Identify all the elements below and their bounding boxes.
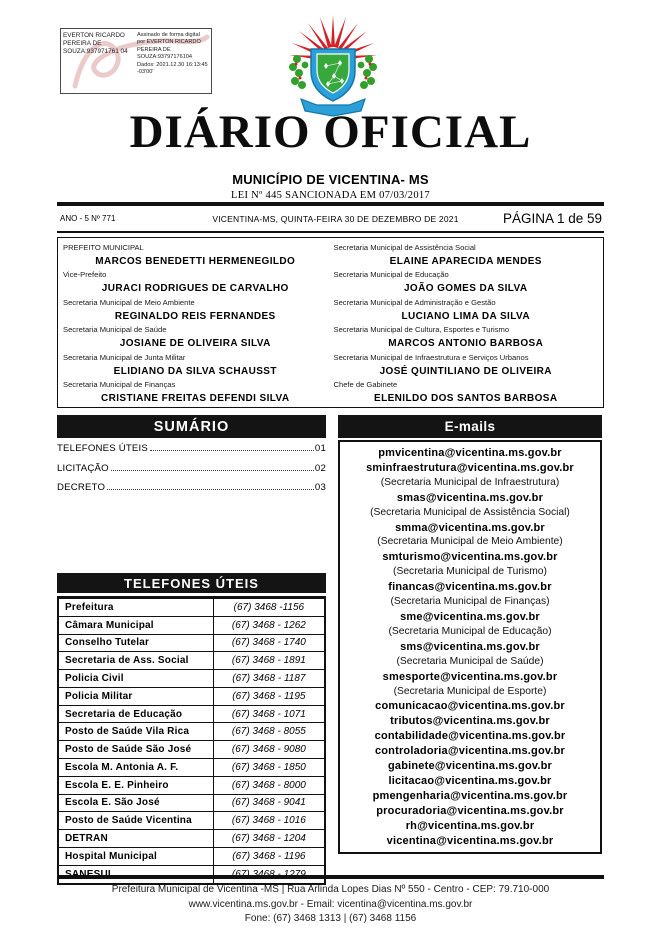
issue-rule bbox=[57, 231, 604, 233]
summary-header: SUMÁRIO bbox=[57, 415, 326, 438]
phone-number: (67) 3468 - 1262 bbox=[213, 617, 324, 634]
official-name: JOSIANE DE OLIVEIRA SILVA bbox=[119, 338, 271, 350]
issue-year-number: ANO - 5 Nº 771 bbox=[60, 214, 116, 223]
phone-entity: Prefeitura bbox=[65, 601, 114, 613]
summary-item-page: 02 bbox=[314, 462, 326, 474]
email-item bbox=[341, 446, 599, 461]
footer-phone: Fone: (67) 3468 1313 | (67) 3468 1156 bbox=[244, 913, 417, 925]
official-entry bbox=[63, 379, 328, 406]
official-name: REGINALDO REIS FERNANDES bbox=[114, 310, 276, 322]
phone-number: (67) 3468 - 1071 bbox=[213, 706, 324, 723]
table-row bbox=[59, 847, 324, 865]
dotted-leader bbox=[107, 489, 314, 490]
summary-item-label: TELEFONES ÚTEIS bbox=[57, 443, 148, 454]
email-address: controladoria@vicentina.ms.gov.br bbox=[374, 745, 566, 758]
email-item bbox=[341, 670, 599, 700]
email-item bbox=[341, 774, 599, 789]
email-address: pmengenharia@vicentina.ms.gov.br bbox=[372, 789, 568, 802]
email-item bbox=[341, 550, 599, 580]
phone-entity: Policia Militar bbox=[65, 690, 133, 702]
official-entry bbox=[334, 352, 599, 379]
official-role: Secretaria Municipal de Assistência Social bbox=[333, 243, 476, 252]
table-row bbox=[59, 865, 324, 883]
email-caption: (Secretaria Municipal de Finanças) bbox=[390, 596, 550, 608]
email-caption: (Secretaria Municipal de Esporte) bbox=[393, 685, 547, 697]
summary-item-label: LICITAÇÃO bbox=[57, 462, 109, 474]
email-item bbox=[341, 714, 599, 729]
email-address: smma@vicentina.ms.gov.br bbox=[395, 521, 545, 534]
bottom-rule bbox=[57, 875, 604, 879]
official-name: JOÃO GOMES DA SILVA bbox=[403, 283, 528, 295]
official-entry bbox=[334, 324, 599, 351]
email-address: vicentina@vicentina.ms.gov.br bbox=[386, 834, 554, 847]
table-row bbox=[59, 794, 324, 812]
official-name: JURACI RODRIGUES DE CARVALHO bbox=[101, 283, 289, 295]
dotted-leader bbox=[111, 470, 314, 471]
official-name: MARCOS ANTONIO BARBOSA bbox=[388, 338, 544, 350]
table-row bbox=[59, 758, 324, 776]
official-name: LUCIANO LIMA DA SILVA bbox=[401, 310, 530, 322]
phone-entity: Posto de Saúde Vila Rica bbox=[65, 726, 190, 738]
email-item bbox=[341, 804, 599, 819]
email-address: financas@vicentina.ms.gov.br bbox=[388, 581, 552, 594]
table-row bbox=[59, 776, 324, 794]
email-caption: (Secretaria Municipal de Assistência Social) bbox=[370, 506, 570, 518]
official-entry bbox=[334, 269, 599, 296]
summary-item bbox=[57, 443, 326, 463]
phone-entity: Câmara Municipal bbox=[65, 619, 154, 631]
table-row bbox=[59, 687, 324, 705]
email-caption: (Secretaria Municipal de Meio Ambiente) bbox=[377, 536, 563, 548]
official-entry bbox=[63, 269, 328, 296]
email-item bbox=[341, 744, 599, 759]
issue-info-row bbox=[57, 207, 604, 230]
phones-table bbox=[57, 596, 326, 885]
table-row bbox=[59, 634, 324, 652]
phone-entity: Posto de Saúde São José bbox=[65, 744, 192, 756]
email-item bbox=[341, 521, 599, 551]
emails-section bbox=[338, 415, 602, 854]
phone-number: (67) 3468 - 1204 bbox=[213, 830, 324, 847]
table-row bbox=[59, 669, 324, 687]
summary-item-page: 03 bbox=[314, 482, 326, 493]
top-rule bbox=[57, 202, 604, 206]
official-entry bbox=[63, 242, 328, 269]
issue-date: VICENTINA-MS, QUINTA-FEIRA 30 DE DEZEMBRO DE 2021 bbox=[212, 213, 459, 224]
phone-number: (67) 3468 - 8000 bbox=[213, 777, 324, 794]
table-row bbox=[59, 740, 324, 758]
email-address: licitacao@vicentina.ms.gov.br bbox=[388, 774, 552, 787]
official-role: Secretaria Municipal de Educação bbox=[333, 270, 449, 280]
phone-number: (67) 3468 - 8055 bbox=[213, 723, 324, 740]
official-name: CRISTIANE FREITAS DEFENDI SILVA bbox=[100, 393, 290, 405]
phone-number: (67) 3468 - 9041 bbox=[213, 795, 324, 812]
email-caption: (Secretaria Municipal de Saúde) bbox=[396, 655, 544, 667]
phone-number: (67) 3468 - 1891 bbox=[213, 652, 324, 669]
phone-number: (67) 3468 - 9080 bbox=[213, 741, 324, 758]
official-role: Chefe de Gabinete bbox=[333, 380, 398, 390]
official-entry bbox=[334, 242, 599, 269]
email-item bbox=[341, 461, 599, 491]
email-item bbox=[341, 789, 599, 804]
email-address: smesporte@vicentina.ms.gov.br bbox=[382, 670, 558, 683]
phone-entity: Secretaria de Educação bbox=[65, 708, 183, 720]
phone-number: (67) 3468 - 1740 bbox=[213, 635, 324, 652]
coat-of-arms-icon bbox=[281, 15, 385, 117]
phone-entity: Hospital Municipal bbox=[65, 850, 157, 862]
phone-entity: Policia Civil bbox=[65, 673, 124, 685]
email-item bbox=[341, 610, 599, 640]
email-item bbox=[341, 834, 599, 849]
email-address: smturismo@vicentina.ms.gov.br bbox=[382, 551, 558, 564]
law-line: LEI Nº 445 SANCIONADA EM 07/03/2017 bbox=[231, 190, 430, 201]
emails-header: E-mails bbox=[338, 415, 602, 438]
phone-entity: Posto de Saúde Vicentina bbox=[65, 815, 192, 827]
municipality-line: MUNICÍPIO DE VICENTINA- MS bbox=[232, 172, 429, 187]
official-role: Secretaria Municipal de Cultura, Esportes e Turismo bbox=[333, 325, 510, 335]
email-address: gabinete@vicentina.ms.gov.br bbox=[387, 760, 553, 773]
phones-section bbox=[57, 573, 326, 885]
summary-item bbox=[57, 463, 326, 483]
emails-list bbox=[338, 440, 602, 854]
phone-entity: Conselho Tutelar bbox=[65, 637, 150, 649]
email-address: procuradoria@vicentina.ms.gov.br bbox=[376, 804, 564, 817]
table-row bbox=[59, 598, 324, 616]
official-entry bbox=[63, 297, 328, 324]
table-row bbox=[59, 722, 324, 740]
phone-entity: Escola E. São José bbox=[65, 797, 160, 809]
phone-number: (67) 3468 - 1016 bbox=[213, 812, 324, 829]
email-address: pmvicentina@vicentina.ms.gov.br bbox=[378, 447, 562, 459]
officials-left-column bbox=[60, 242, 331, 407]
summary-section bbox=[57, 415, 326, 502]
official-role: Secretaria Municipal de Administração e Gestão bbox=[333, 297, 496, 307]
summary-item-page: 01 bbox=[314, 443, 326, 454]
official-entry bbox=[334, 379, 599, 406]
email-item bbox=[341, 640, 599, 670]
official-role: Secretaria Municipal de Finanças bbox=[63, 380, 176, 390]
phone-entity: Escola E. E. Pinheiro bbox=[65, 779, 169, 791]
email-address: smas@vicentina.ms.gov.br bbox=[396, 491, 544, 504]
phones-header: TELEFONES ÚTEIS bbox=[57, 573, 326, 593]
official-entry bbox=[63, 352, 328, 379]
email-address: sms@vicentina.ms.gov.br bbox=[400, 640, 540, 653]
signature-subject: EVERTON RICARDO PEREIRA DE SOUZA:937971761 04 bbox=[63, 32, 128, 56]
official-entry bbox=[63, 324, 328, 351]
summary-item bbox=[57, 482, 326, 502]
official-name: JOSÉ QUINTILIANO DE OLIVEIRA bbox=[379, 365, 552, 377]
official-entry bbox=[334, 297, 599, 324]
email-address: sminfraestrutura@vicentina.ms.gov.br bbox=[366, 461, 574, 474]
email-item bbox=[341, 729, 599, 744]
official-role: Secretaria Municipal de Saúde bbox=[63, 325, 167, 335]
phone-entity: Secretaria de Ass. Social bbox=[65, 655, 189, 667]
email-address: contabilidade@vicentina.ms.gov.br bbox=[374, 730, 566, 743]
phone-number: (67) 3468 - 1195 bbox=[213, 688, 324, 705]
official-name: ELENILDO DOS SANTOS BARBOSA bbox=[374, 393, 558, 405]
phone-number: (67) 3468 - 1850 bbox=[213, 759, 324, 776]
summary-list bbox=[57, 438, 326, 502]
page-title: DIÁRIO OFICIAL bbox=[129, 106, 532, 158]
footer bbox=[57, 883, 604, 927]
email-address: sme@vicentina.ms.gov.br bbox=[400, 610, 540, 623]
official-role: PREFEITO MUNICIPAL bbox=[63, 243, 144, 252]
summary-item-label: DECRETO bbox=[57, 482, 106, 493]
footer-website-email: www.vicentina.ms.gov.br - Email: vicentina@vicentina.ms.gov.br bbox=[188, 898, 473, 910]
email-address: comunicacao@vicentina.ms.gov.br bbox=[375, 700, 565, 713]
phone-number: (67) 3468 - 1196 bbox=[213, 848, 324, 865]
official-name: ELIDIANO DA SILVA SCHAUSST bbox=[113, 365, 277, 377]
phone-entity: DETRAN bbox=[65, 833, 108, 845]
official-role: Vice-Prefeito bbox=[63, 270, 107, 280]
officials-right-column bbox=[331, 242, 602, 407]
phone-number: (67) 3468 - 1187 bbox=[213, 670, 324, 687]
email-caption: (Secretaria Municipal de Infraestrutura) bbox=[380, 476, 560, 488]
table-row bbox=[59, 651, 324, 669]
signature-details: Assinado de forma digital por EVERTON RICARDO PEREIRA DE SOUZA:93797176104 Dados: 2021.12.30 16:13:45 -03'00' bbox=[137, 32, 208, 76]
table-row bbox=[59, 811, 324, 829]
officials-box bbox=[57, 237, 604, 408]
phone-entity: Escola M. Antonia A. F. bbox=[65, 761, 179, 773]
official-role: Secretaria Municipal de Infraestrutura e Serviços Urbanos bbox=[333, 352, 529, 362]
email-caption: (Secretaria Municipal de Educação) bbox=[388, 625, 552, 637]
email-item bbox=[341, 819, 599, 834]
email-item bbox=[341, 580, 599, 610]
dotted-leader bbox=[150, 450, 314, 451]
official-role: Secretaria Municipal de Junta Militar bbox=[63, 352, 186, 362]
official-name: MARCOS BENEDETTI HERMENEGILDO bbox=[95, 256, 296, 267]
table-row bbox=[59, 705, 324, 723]
email-address: tributos@vicentina.ms.gov.br bbox=[390, 715, 550, 728]
email-caption: (Secretaria Municipal de Turismo) bbox=[393, 566, 547, 578]
official-role: Secretaria Municipal de Meio Ambiente bbox=[63, 297, 195, 307]
email-item bbox=[341, 699, 599, 714]
table-row bbox=[59, 616, 324, 634]
email-address: rh@vicentina.ms.gov.br bbox=[405, 819, 535, 832]
digital-signature-box bbox=[60, 28, 212, 94]
footer-address: Prefeitura Municipal de Vicentina -MS | Rua Arlinda Lopes Dias Nº 550 - Centro - CEP: 79.710-000 bbox=[111, 884, 550, 895]
table-row bbox=[59, 829, 324, 847]
email-item bbox=[341, 759, 599, 774]
official-name: ELAINE APARECIDA MENDES bbox=[389, 256, 542, 267]
issue-page-indicator: PÁGINA 1 de 59 bbox=[502, 211, 602, 226]
phone-number: (67) 3468 -1156 bbox=[213, 599, 324, 616]
email-item bbox=[341, 491, 599, 521]
